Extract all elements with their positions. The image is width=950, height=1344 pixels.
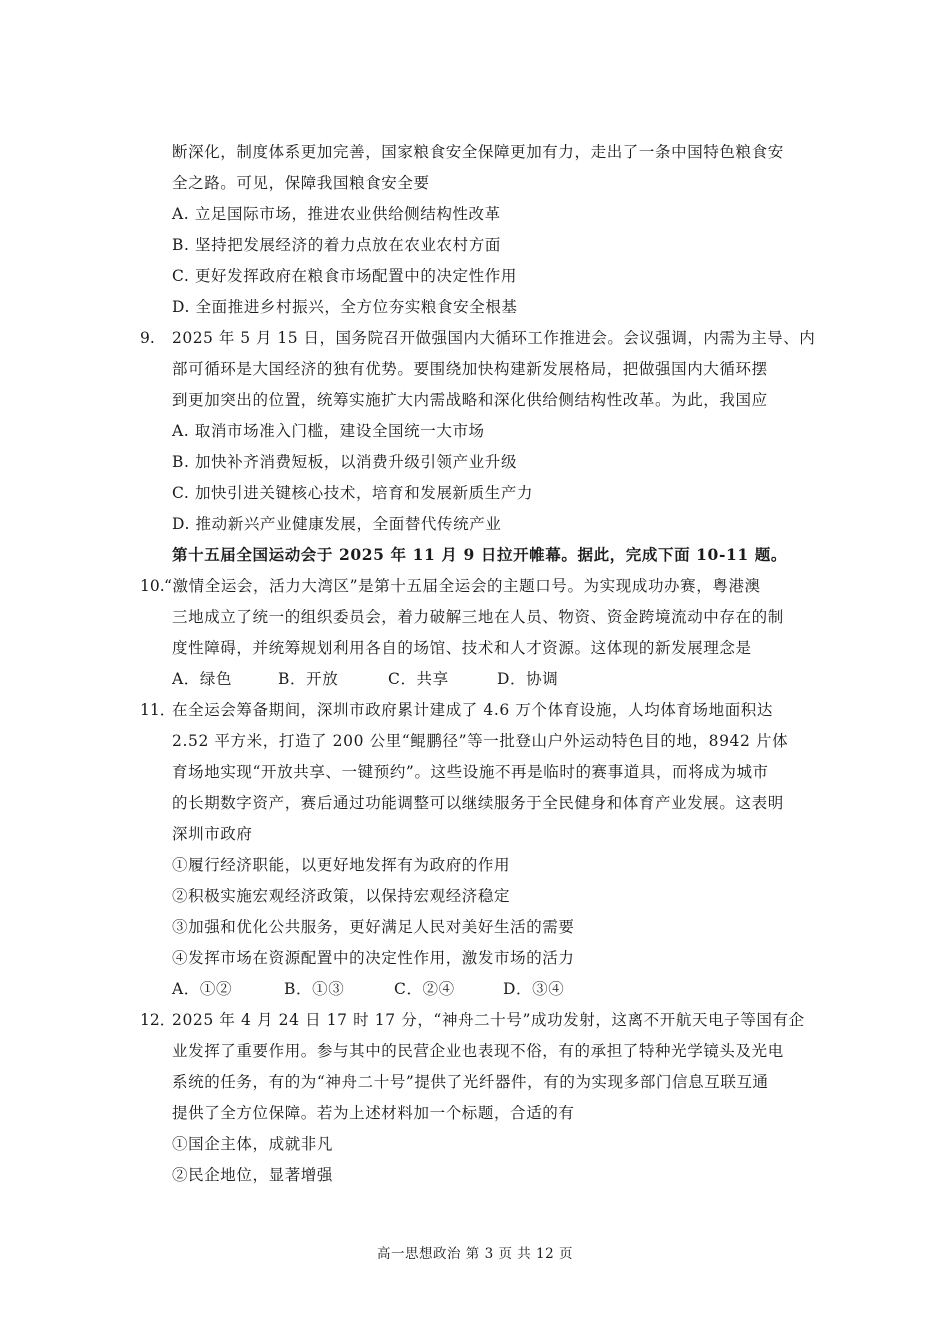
q11-option-b: B．①③ bbox=[284, 980, 345, 998]
q8-stem-line-2: 全之路。可见，保障我国粮食安全要 bbox=[172, 174, 430, 192]
q10-number: 10. bbox=[140, 577, 165, 595]
q11-option-a: A．①② bbox=[172, 980, 233, 998]
q9-option-b: B. 加快补齐消费短板，以消费升级引领产业升级 bbox=[172, 453, 518, 471]
q10-option-b: B．开放 bbox=[278, 670, 339, 688]
q9-number: 9. bbox=[140, 329, 155, 347]
q12-stem-line-2: 业发挥了重要作用。参与其中的民营企业也表现不俗，有的承担了特种光学镜头及光电 bbox=[172, 1042, 784, 1060]
q9-option-c: C. 加快引进关键核心技术，培育和发展新质生产力 bbox=[172, 484, 534, 502]
q11-item-1: ①履行经济职能，以更好地发挥有为政府的作用 bbox=[172, 856, 511, 874]
q9-stem-line-3: 到更加突出的位置，统筹实施扩大内需战略和深化供给侧结构性改革。为此，我国应 bbox=[172, 391, 768, 409]
intro-10-11: 第十五届全国运动会于 2025 年 11 月 9 日拉开帷幕。据此，完成下面 10-11 题。 bbox=[172, 545, 787, 564]
q10-option-c: C．共享 bbox=[388, 670, 449, 688]
q11-item-3: ③加强和优化公共服务，更好满足人民对美好生活的需要 bbox=[172, 918, 575, 936]
q9-option-a: A. 取消市场准入门槛，建设全国统一大市场 bbox=[172, 422, 485, 440]
q12-item-1: ①国企主体，成就非凡 bbox=[172, 1135, 334, 1153]
q10-stem-line-3: 度性障碍，并统筹规划利用各自的场馆、技术和人才资源。这体现的新发展理念是 bbox=[172, 639, 752, 657]
q8-stem-line-1: 断深化，制度体系更加完善，国家粮食安全保障更加有力，走出了一条中国特色粮食安 bbox=[172, 143, 784, 161]
q12-item-2: ②民企地位，显著增强 bbox=[172, 1166, 334, 1184]
q11-option-c: C．②④ bbox=[394, 980, 455, 998]
q10-stem-line-2: 三地成立了统一的组织委员会，着力破解三地在人员、物资、资金跨境流动中存在的制 bbox=[172, 608, 784, 626]
q8-option-d: D. 全面推进乡村振兴，全方位夯实粮食安全根基 bbox=[172, 298, 518, 316]
q9-stem-line-2: 部可循环是大国经济的独有优势。要围绕加快构建新发展格局，把做强国内大循环摆 bbox=[172, 360, 768, 378]
q11-stem-line-1: 在全运会筹备期间，深圳市政府累计建成了 4.6 万个体育设施，人均体育场地面积达 bbox=[172, 701, 774, 719]
q11-stem-line-5: 深圳市政府 bbox=[172, 825, 253, 843]
q10-stem-line-1: “激情全运会，活力大湾区”是第十五届全运会的主题口号。为实现成功办赛，粤港澳 bbox=[164, 577, 761, 595]
q8-option-b: B. 坚持把发展经济的着力点放在农业农村方面 bbox=[172, 236, 501, 254]
q11-stem-line-3: 育场地实现“开放共享、一键预约”。这些设施不再是临时的赛事道具，而将成为城市 bbox=[172, 763, 769, 781]
q11-stem-line-4: 的长期数字资产，赛后通过功能调整可以继续服务于全民健身和体育产业发展。这表明 bbox=[172, 794, 784, 812]
q11-item-2: ②积极实施宏观经济政策，以保持宏观经济稳定 bbox=[172, 887, 511, 905]
q10-option-d: D．协调 bbox=[497, 670, 559, 688]
q11-number: 11． bbox=[140, 701, 176, 719]
q9-stem-line-1: 2025 年 5 月 15 日，国务院召开做强国内大循环工作推进会。会议强调，内需为主导、内 bbox=[172, 329, 816, 347]
q8-option-a: A. 立足国际市场，推进农业供给侧结构性改革 bbox=[172, 205, 501, 223]
q11-stem-line-2: 2.52 平方米，打造了 200 公里“鲲鹏径”等一批登山户外运动特色目的地，8942 片体 bbox=[172, 732, 789, 750]
q8-option-c: C. 更好发挥政府在粮食市场配置中的决定性作用 bbox=[172, 267, 517, 285]
q12-stem-line-1: 2025 年 4 月 24 日 17 时 17 分，“神舟二十号”成功发射，这离不开航天电子等国有企 bbox=[172, 1011, 805, 1029]
q10-option-a: A．绿色 bbox=[172, 670, 233, 688]
q12-stem-line-4: 提供了全方位保障。若为上述材料加一个标题，合适的有 bbox=[172, 1104, 575, 1122]
q9-option-d: D. 推动新兴产业健康发展，全面替代传统产业 bbox=[172, 515, 502, 533]
q12-stem-line-3: 系统的任务，有的为“神舟二十号”提供了光纤器件，有的为实现多部门信息互联互通 bbox=[172, 1073, 769, 1091]
q12-number: 12． bbox=[140, 1011, 176, 1029]
page-footer: 高一思想政治 第 3 页 共 12 页 bbox=[376, 1246, 573, 1262]
q11-option-d: D．③④ bbox=[503, 980, 565, 998]
q11-item-4: ④发挥市场在资源配置中的决定性作用，激发市场的活力 bbox=[172, 949, 575, 967]
